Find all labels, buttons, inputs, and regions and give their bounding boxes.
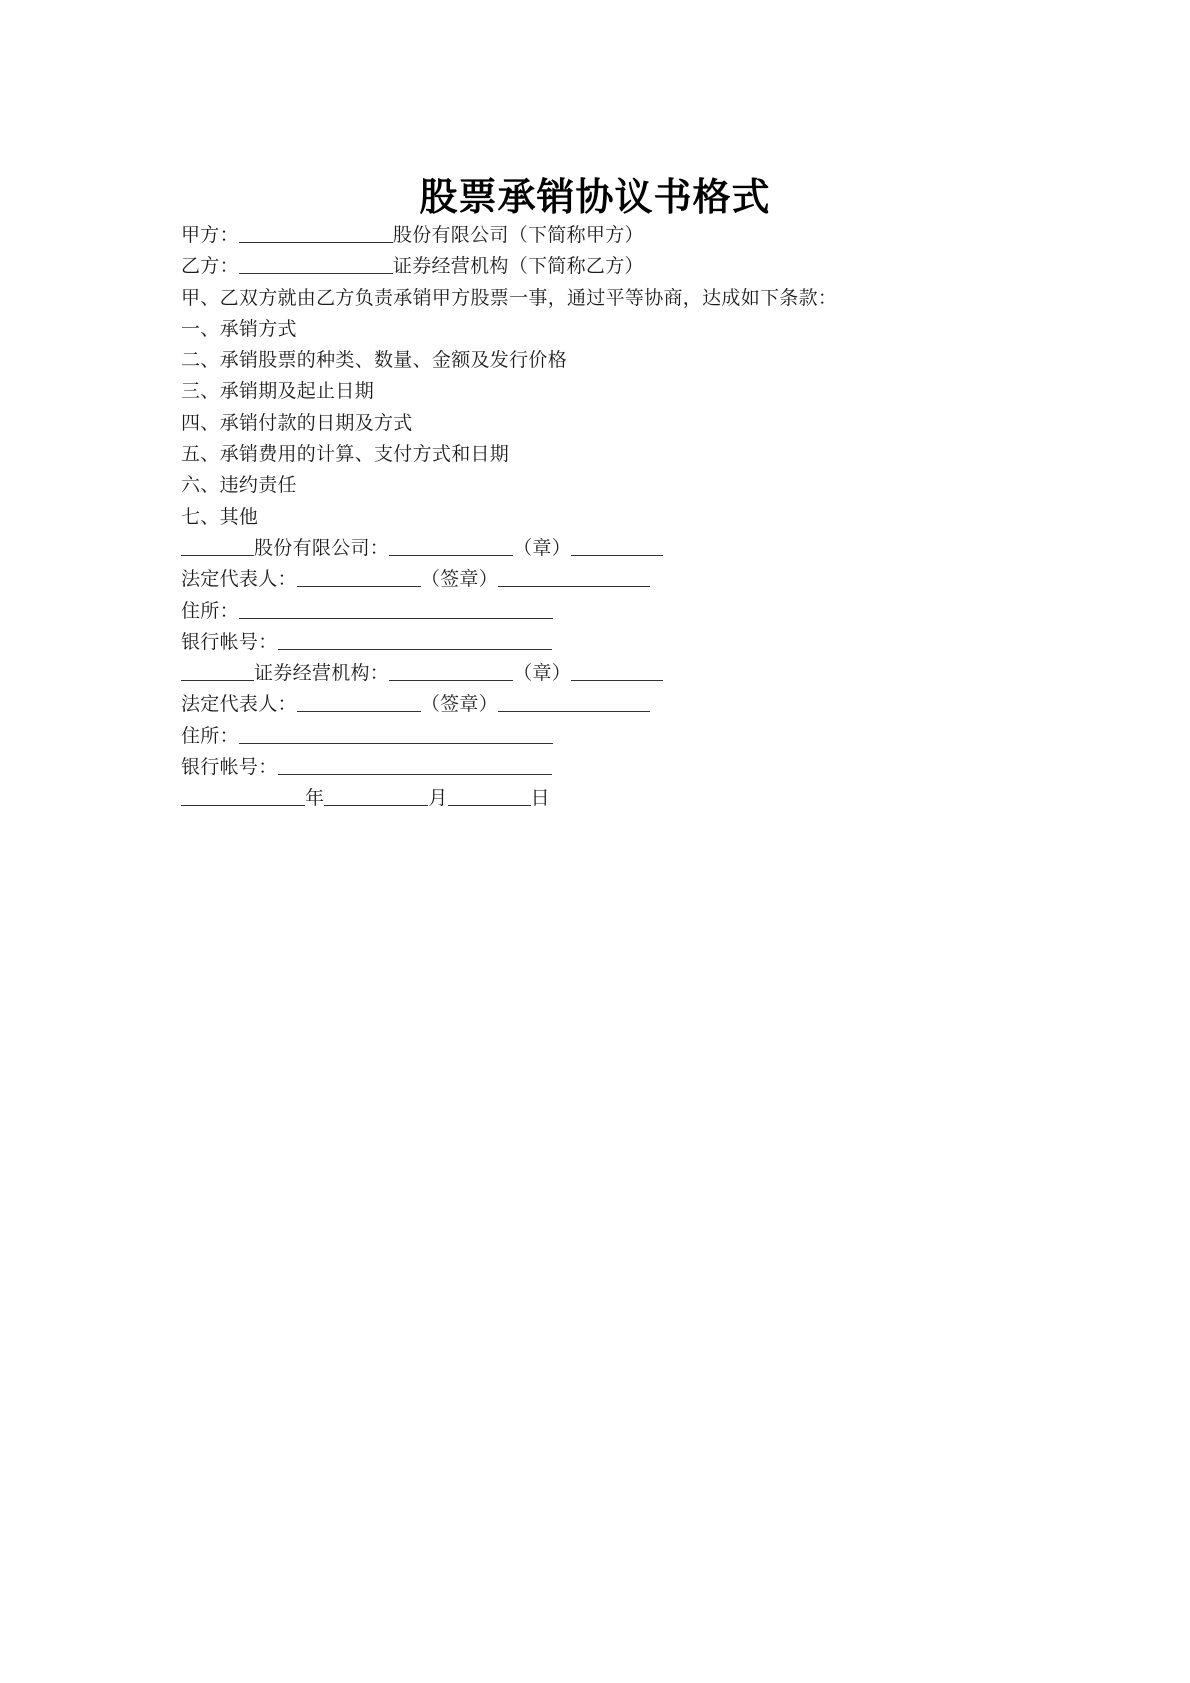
party-b-line [181,251,1041,282]
clause-6: 六、违约责任 [181,474,297,497]
party-a-label: 甲方： [181,224,239,246]
sig-a-seal-blank[interactable] [571,535,663,556]
sig-a-bank-line [181,627,1041,658]
date-year-label: 年 [305,787,325,810]
sig-a-rep-blank[interactable] [297,566,421,587]
clause-1: 一、承销方式 [181,317,297,340]
date-day-blank[interactable] [448,785,531,806]
clause-2: 二、承销股票的种类、数量、金额及发行价格 [181,349,568,372]
clause-7: 七、其他 [181,505,259,528]
date-month-blank[interactable] [324,785,428,806]
sig-a-org-blank[interactable] [389,535,513,556]
sig-b-org-label: 证券经营机构： [254,662,390,685]
sig-a-rep-line [181,564,1041,595]
party-b-blank[interactable] [239,253,393,274]
sig-b-rep-line [181,689,1041,720]
sig-a-org-label: 股份有限公司： [254,536,390,559]
clause-4: 四、承销付款的日期及方式 [181,411,413,434]
sig-a-org-name-blank[interactable] [181,535,254,556]
date-day-label: 日 [530,787,550,810]
document-body [181,220,1041,815]
sig-a-bank-label: 银行帐号： [181,630,278,653]
party-a-suffix: 股份有限公司（下简称甲方） [392,224,644,246]
party-b-label: 乙方： [181,255,239,278]
sig-a-rep-seal-label: （签章） [420,568,499,591]
clause-5: 五、承销费用的计算、支付方式和日期 [181,443,510,466]
sig-b-rep-seal-label: （签章） [420,693,499,716]
sig-b-rep-seal-blank[interactable] [498,691,650,712]
date-month-label: 月 [428,787,448,810]
sig-a-org-line [181,533,1041,564]
sig-b-org-blank[interactable] [389,660,513,681]
sig-b-seal-label: （章） [513,662,572,685]
sig-b-bank-blank[interactable] [278,754,552,775]
document-title: 股票承销协议书格式 [419,175,771,219]
sig-b-bank-line [181,752,1041,783]
sig-a-rep-seal-blank[interactable] [498,566,650,587]
sig-a-bank-blank[interactable] [278,629,552,650]
clause-3: 三、承销期及起止日期 [181,380,375,403]
party-b-suffix: 证券经营机构（下简称乙方） [392,255,644,278]
sig-a-seal-label: （章） [513,536,572,559]
sig-a-address-label: 住所： [181,599,239,622]
date-year-blank[interactable] [181,785,305,806]
sig-b-rep-blank[interactable] [297,691,421,712]
party-a-blank[interactable] [239,222,393,243]
sig-b-rep-label: 法定代表人： [181,693,297,716]
date-line [181,783,1041,814]
sig-a-address-line [181,596,1041,627]
sig-b-bank-label: 银行帐号： [181,756,278,779]
sig-b-address-line [181,721,1041,752]
sig-b-org-name-blank[interactable] [181,660,254,681]
sig-b-seal-blank[interactable] [571,660,663,681]
sig-b-org-line [181,658,1041,689]
sig-b-address-blank[interactable] [239,723,553,744]
party-a-line [181,220,1041,251]
sig-b-address-label: 住所： [181,724,239,747]
sig-a-rep-label: 法定代表人： [181,568,297,591]
sig-a-address-blank[interactable] [239,598,553,619]
preamble: 甲、乙双方就由乙方负责承销甲方股票一事，通过平等协商，达成如下条款： [181,286,838,309]
